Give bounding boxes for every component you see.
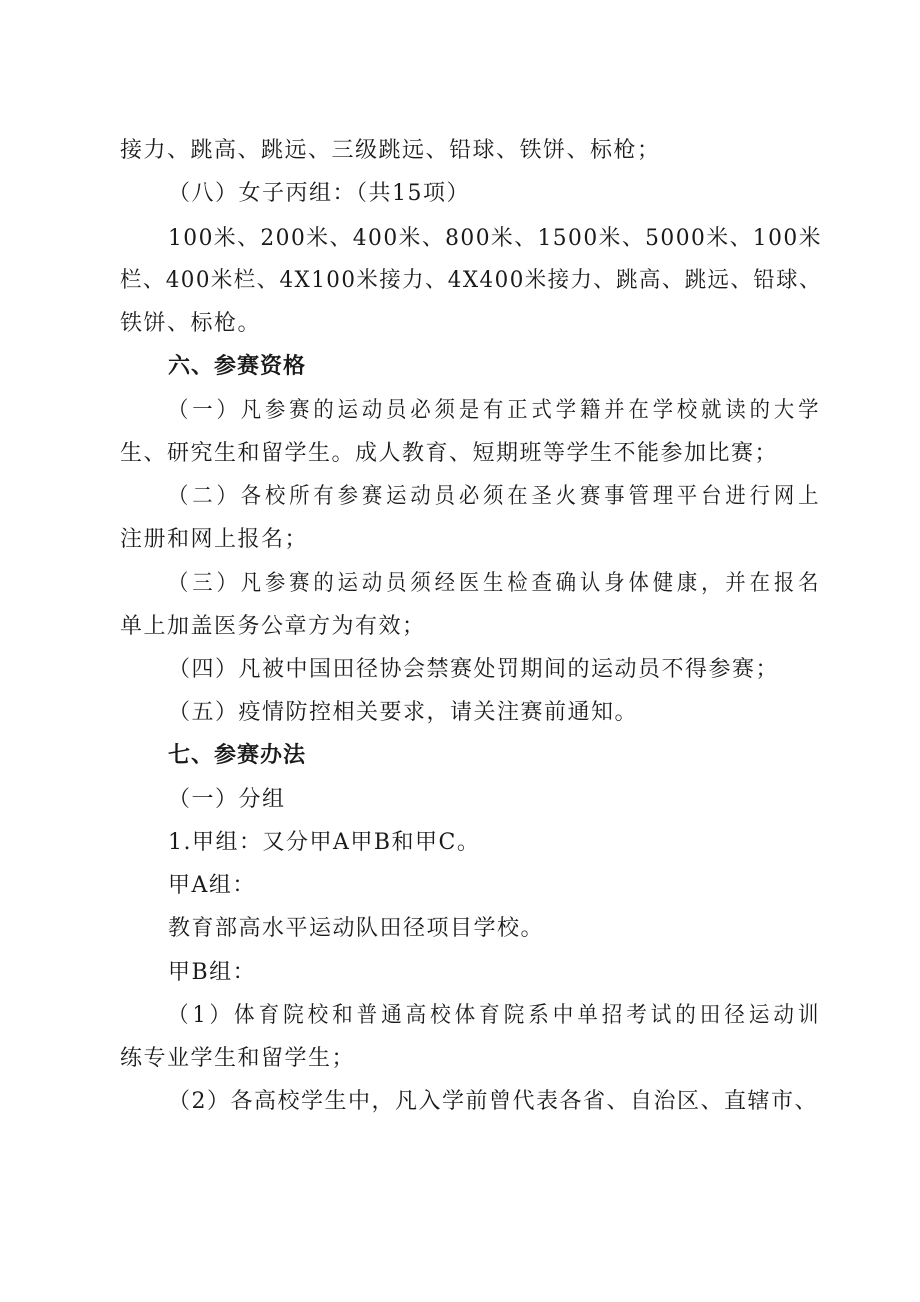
text-line: 生、研究生和留学生。成人教育、短期班等学生不能参加比赛； (120, 441, 779, 466)
text-line: （四）凡被中国田径协会禁赛处罚期间的运动员不得参赛； (168, 657, 780, 682)
section-heading: 六、参赛资格 (168, 354, 307, 379)
text-line: （五）疫情防控相关要求，请关注赛前通知。 (168, 700, 639, 725)
text-line: 注册和网上报名； (120, 527, 309, 552)
text-line: 铁饼、标枪。 (120, 311, 262, 336)
text-line: 接力、跳高、跳远、三级跳远、铅球、铁饼、标枪； (120, 138, 661, 163)
text-line: （三）凡参赛的运动员须经医生检查确认身体健康，并在报名 (168, 571, 823, 596)
text-line: 教育部高水平运动队田径项目学校。 (168, 916, 545, 941)
text-line: 练专业学生和留学生； (120, 1046, 356, 1071)
text-line: 单上加盖医务公章方为有效； (120, 614, 426, 639)
text-line: 栏、400米栏、4X100米接力、4X400米接力、跳高、跳远、铅球、 (120, 268, 822, 293)
text-line: （二）各校所有参赛运动员必须在圣火赛事管理平台进行网上 (168, 484, 823, 509)
text-line: （1）体育院校和普通高校体育院系中单招考试的田径运动训 (168, 1003, 823, 1028)
text-line: （八）女子丙组：（共15项） (168, 181, 470, 206)
text-line: （一）凡参赛的运动员必须是有正式学籍并在学校就读的大学 (168, 398, 823, 423)
section-heading: 七、参赛办法 (168, 743, 307, 768)
text-line: （2）各高校学生中，凡入学前曾代表各省、自治区、直辖市、 (168, 1089, 818, 1114)
text-line: （一）分组 (168, 787, 286, 812)
text-line: 100米、200米、400米、800米、1500米、5000米、100米 (168, 226, 822, 251)
text-line: 1.甲组：又分甲A甲B和甲C。 (168, 830, 481, 855)
text-line: 甲B组： (168, 960, 257, 985)
text-line: 甲A组： (168, 873, 256, 898)
